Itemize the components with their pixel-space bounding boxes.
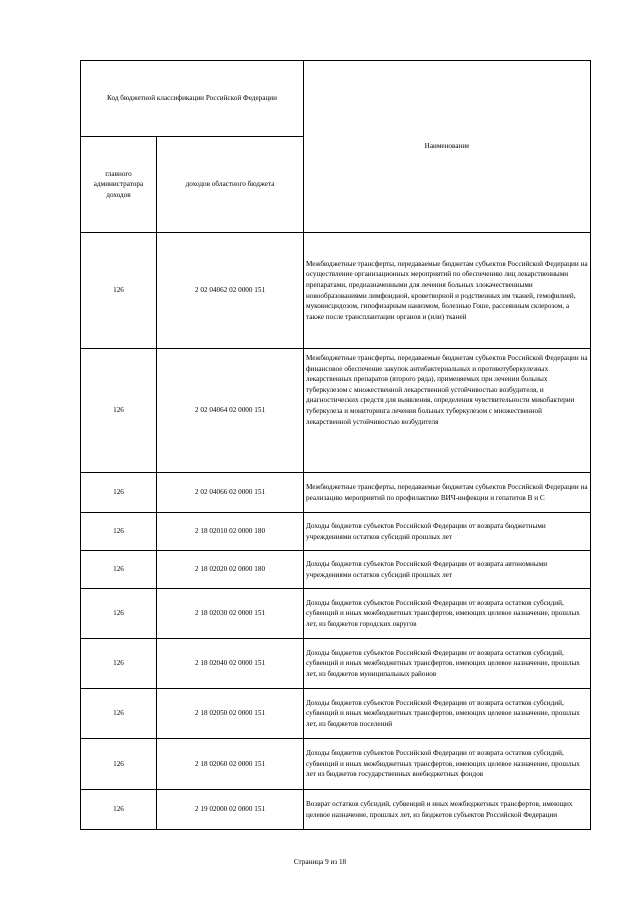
- table-row: [81, 349, 591, 473]
- description-cell: Межбюджетные трансферты, передаваемые бюджетам субъектов Российской Федерации на осуществление организационных мероприятий по обеспечению лиц лекарственными препаратами, предназначенными для лечения больных злокачественными новообразованиями лимфоидной, кроветворной и родственных им тканей, гемофилией, муковисцидозом, гипофизарным нанизмом, болезнью Гоше, рассеянным склерозом, а также после трансплантации органов и (или) тканей: [304, 233, 591, 349]
- income-code-cell: 2 18 02050 02 0000 151: [157, 689, 304, 739]
- admin-code-cell: 126: [81, 689, 157, 739]
- header-admin: главного администратора доходов: [81, 137, 157, 233]
- budget-classification-table: [80, 60, 591, 830]
- description-cell: Возврат остатков субсидий, субвенций и иных межбюджетных трансфертов, имеющих целевое назначение, прошлых лет, из бюджетов субъектов Российской Федерации: [304, 790, 591, 830]
- income-code-cell: 2 19 02000 02 0000 151: [157, 790, 304, 830]
- table-row: [81, 790, 591, 830]
- income-code-cell: 2 18 02020 02 0000 180: [157, 551, 304, 589]
- income-code-cell: 2 18 02060 02 0000 151: [157, 739, 304, 790]
- description-cell: Доходы бюджетов субъектов Российской Федерации от возврата остатков субсидий, субвенций и иных межбюджетных трансфертов, имеющих целевое назначение, прошлых лет из бюджетов государственных внебюджетных фондов: [304, 739, 591, 790]
- table-row: [81, 639, 591, 689]
- income-code-cell: 2 18 02030 02 0000 151: [157, 589, 304, 639]
- admin-code-cell: 126: [81, 513, 157, 551]
- admin-code-cell: 126: [81, 551, 157, 589]
- description-cell: Доходы бюджетов субъектов Российской Федерации от возврата остатков субсидий, субвенций и иных межбюджетных трансфертов, имеющих целевое назначение, прошлых лет, из бюджетов поселений: [304, 689, 591, 739]
- description-cell: Доходы бюджетов субъектов Российской Федерации от возврата автономными учреждениями остатков субсидий прошлых лет: [304, 551, 591, 589]
- table-row: [81, 551, 591, 589]
- admin-code-cell: 126: [81, 589, 157, 639]
- income-code-cell: 2 02 04064 02 0000 151: [157, 349, 304, 473]
- description-cell: Межбюджетные трансферты, передаваемые бюджетам субъектов Российской Федерации на финансовое обеспечение закупок антибактериальных и противотуберкулезных лекарственных препаратов (второго ряда), применяемых при лечении больных туберкулезом с множественной лекарственной устойчивостью возбудителя, и диагностических средств для выявления, определения чувствительности микобактерии туберкулеза и мониторинга лечения больных туберкулезом с множественной лекарственной устойчивостью возбудителя: [304, 349, 591, 473]
- admin-code-cell: 126: [81, 639, 157, 689]
- income-code-cell: 2 18 02010 02 0000 180: [157, 513, 304, 551]
- admin-code-cell: 126: [81, 473, 157, 513]
- description-cell: Доходы бюджетов субъектов Российской Федерации от возврата бюджетными учреждениями остатков субсидий прошлых лет: [304, 513, 591, 551]
- description-cell: Доходы бюджетов субъектов Российской Федерации от возврата остатков субсидий, субвенций и иных межбюджетных трансфертов, имеющих целевое назначение, прошлых лет, из бюджетов городских округов: [304, 589, 591, 639]
- table-row: [81, 589, 591, 639]
- income-code-cell: 2 18 02040 02 0000 151: [157, 639, 304, 689]
- admin-code-cell: 126: [81, 233, 157, 349]
- income-code-cell: 2 02 04062 02 0000 151: [157, 233, 304, 349]
- page-number: Страница 9 из 18: [293, 858, 347, 866]
- header-group-title: Код бюджетной классификации Российской Федерации: [81, 61, 304, 137]
- admin-code-cell: 126: [81, 349, 157, 473]
- table-row: [81, 689, 591, 739]
- table-row: [81, 513, 591, 551]
- description-cell: Межбюджетные трансферты, передаваемые бюджетам субъектов Российской Федерации на реализацию мероприятий по профилактике ВИЧ-инфекции и гепатитов В и С: [304, 473, 591, 513]
- admin-code-cell: 126: [81, 790, 157, 830]
- description-cell: Доходы бюджетов субъектов Российской Федерации от возврата остатков субсидий, субвенций и иных межбюджетных трансфертов, имеющих целевое назначение, прошлых лет, из бюджетов муниципальных районов: [304, 639, 591, 689]
- table-header-row: [81, 61, 591, 137]
- admin-code-cell: 126: [81, 739, 157, 790]
- header-income: доходов областного бюджета: [157, 137, 304, 233]
- table-row: [81, 473, 591, 513]
- header-name: Наименование: [304, 61, 591, 233]
- table-row: [81, 739, 591, 790]
- income-code-cell: 2 02 04066 02 0000 151: [157, 473, 304, 513]
- table-row: [81, 233, 591, 349]
